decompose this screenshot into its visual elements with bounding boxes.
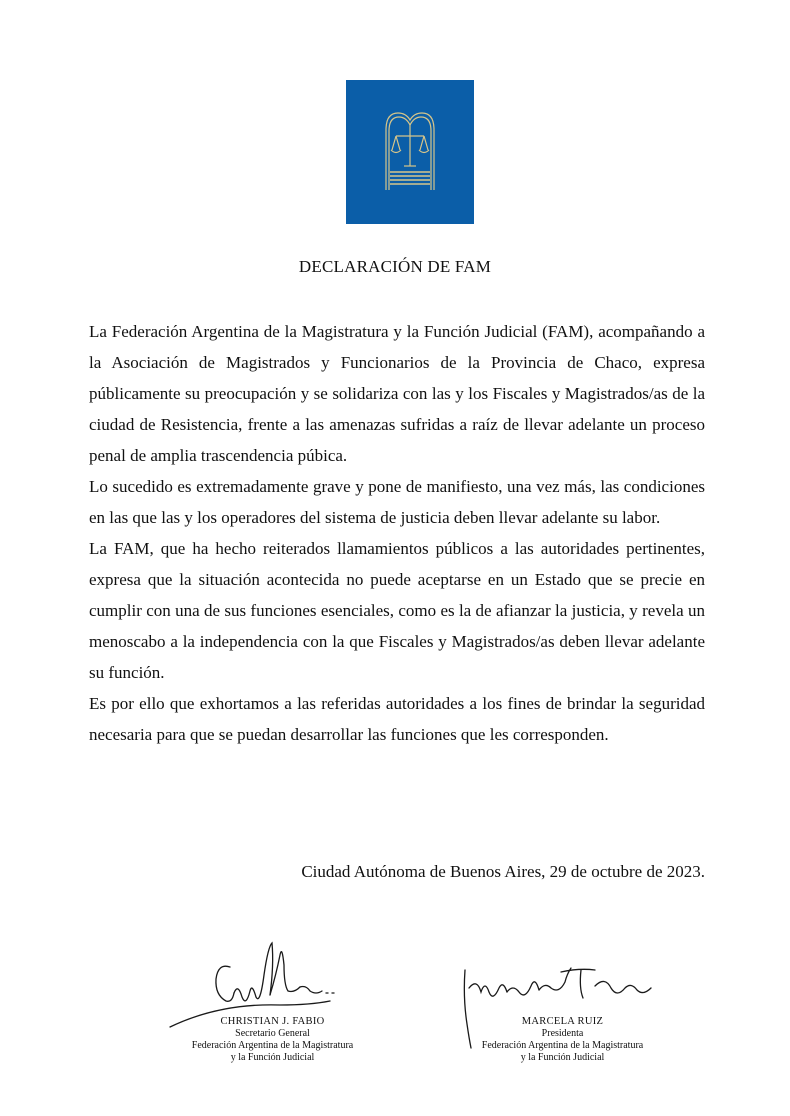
signatory-org: y la Función Judicial bbox=[230, 1052, 315, 1063]
paragraph: Lo sucedido es extremadamente grave y pone de manifiesto, una vez más, las condiciones en las que las y los operadores del sistema de justicia deben llevar adelante su labor. bbox=[89, 477, 705, 527]
signatory-fabio bbox=[150, 1016, 395, 1064]
paragraph: Es por ello que exhortamos a las referidas autoridades a los fines de brindar la seguridad necesaria para que se puedan desarrollar las funciones que les corresponden. bbox=[89, 694, 705, 744]
signatory-role: Secretario General bbox=[235, 1028, 310, 1039]
paragraph: La FAM, que ha hecho reiterados llamamientos públicos a las autoridades pertinentes, expresa que la situación acontecida no puede aceptarse en un Estado que se precie en cumplir con una de sus funciones esenciales, como es la de afianzar la justicia, y revela un menoscabo a la independencia con la que Fiscales y Magistrados/as deben llevar adelante su función. bbox=[89, 539, 705, 682]
signatory-role: Presidenta bbox=[541, 1028, 584, 1039]
signatory-org: y la Función Judicial bbox=[520, 1052, 605, 1063]
signatory-name: MARCELA RUIZ bbox=[521, 1016, 604, 1027]
signatory-org: Federación Argentina de la Magistratura bbox=[191, 1040, 354, 1051]
signatory-name: CHRISTIAN J. FABIO bbox=[220, 1016, 325, 1027]
declaration-body bbox=[89, 316, 705, 750]
paragraph: La Federación Argentina de la Magistratura y la Función Judicial (FAM), acompañando a la Asociación de Magistrados y Funcionarios de la Provincia de Chaco, expresa públicamente su preocupación y se solidariza con las y los Fiscales y Magistrados/as de la ciudad de Resistencia, frente a las amenazas sufridas a raíz de llevar adelante un proceso penal de amplia trascendencia púbica. bbox=[89, 322, 705, 465]
fam-logo bbox=[346, 80, 474, 224]
signatory-ruiz bbox=[440, 1016, 685, 1064]
place-date: Ciudad Autónoma de Buenos Aires, 29 de octubre de 2023. bbox=[301, 862, 705, 881]
scales-of-justice-icon bbox=[346, 80, 474, 224]
document-title: DECLARACIÓN DE FAM bbox=[298, 257, 492, 276]
signatory-org: Federación Argentina de la Magistratura bbox=[481, 1040, 644, 1051]
